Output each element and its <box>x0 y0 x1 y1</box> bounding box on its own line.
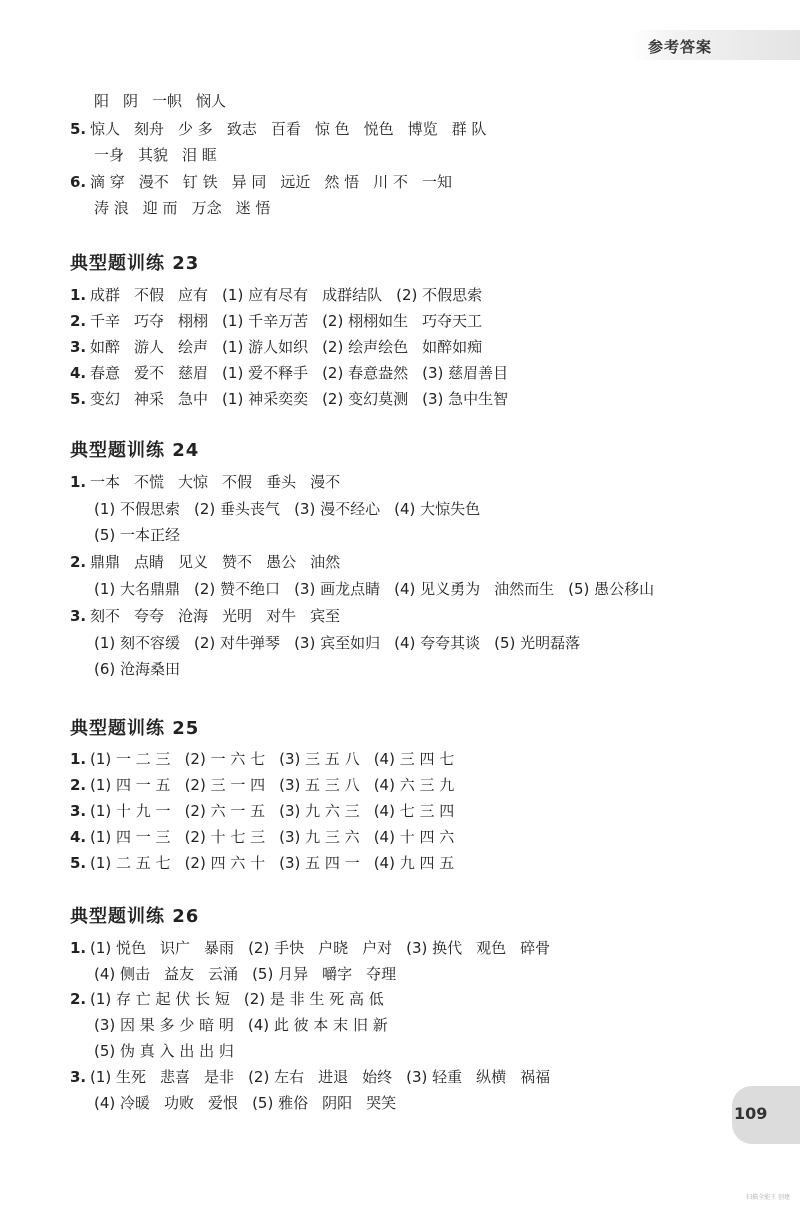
answer-item: (1) 千辛万苦 <box>222 312 309 330</box>
answer-item: 成群结队 <box>322 286 383 304</box>
answer-item: (2) 对牛弹琴 <box>194 634 281 652</box>
answer-item: 漫不 <box>310 473 341 491</box>
answer-line <box>70 282 496 308</box>
answer-item: 光明 <box>222 607 253 625</box>
answer-item: 巧夺 <box>134 312 165 330</box>
answer-item: 不慌 <box>134 473 165 491</box>
question-number: 3. <box>70 338 87 356</box>
answer-item: (1) 悦色 <box>90 939 147 957</box>
answer-item: 致志 <box>226 120 257 138</box>
answer-item: (2) 垂头丧气 <box>194 500 281 518</box>
answer-item: 益友 <box>164 965 195 983</box>
answer-item: 不假 <box>134 286 165 304</box>
page-number: 109 <box>734 1104 768 1123</box>
answer-line <box>94 630 594 656</box>
answer-item: 一身 <box>94 146 125 164</box>
answer-item: (3) 因 果 多 少 暗 明 <box>94 1016 234 1034</box>
answer-line <box>70 850 468 876</box>
question-number: 3. <box>70 1068 87 1086</box>
answer-item: (1) 应有尽有 <box>222 286 309 304</box>
answer-line <box>70 603 354 629</box>
answer-item: (3) 画龙点睛 <box>294 580 381 598</box>
answer-item: 夸夸 <box>134 607 165 625</box>
answer-item: 功败 <box>164 1094 195 1112</box>
answer-item: (3) 急中生智 <box>422 390 509 408</box>
answer-item: 嚼字 <box>322 965 353 983</box>
answer-item: 如醉 <box>90 338 121 356</box>
answer-line <box>94 88 240 114</box>
answer-item: 涛 浪 <box>94 199 129 217</box>
answer-item: (2) 六 一 五 <box>184 802 266 820</box>
answer-line <box>70 798 468 824</box>
answer-item: (2) 一 六 七 <box>184 750 266 768</box>
answer-item: 千辛 <box>90 312 121 330</box>
answer-item: (1) 四 一 五 <box>90 776 171 794</box>
answer-item: (1) 不假思索 <box>94 500 181 518</box>
answer-item: (2) 左右 <box>248 1068 305 1086</box>
answer-line <box>70 360 522 386</box>
answer-item: 祸福 <box>520 1068 551 1086</box>
answer-line <box>70 746 468 772</box>
answer-item: 川 不 <box>373 173 408 191</box>
answer-item: (5) 月异 <box>252 965 309 983</box>
answer-item: 碎骨 <box>520 939 551 957</box>
answer-item: 宾至 <box>310 607 341 625</box>
answer-item: 识广 <box>160 939 191 957</box>
answer-item: (3) 九 六 三 <box>279 802 360 820</box>
answer-item: (2) 不假思索 <box>396 286 483 304</box>
section-title: 典型题训练 23 <box>70 253 200 274</box>
answer-item: 不假 <box>222 473 253 491</box>
answer-item: 应有 <box>178 286 209 304</box>
answer-item: 油然 <box>310 553 341 571</box>
answer-item: (3) 五 四 一 <box>279 854 360 872</box>
answer-item: 阴 <box>123 92 139 110</box>
answer-item: 云涌 <box>208 965 239 983</box>
question-number: 2. <box>70 312 87 330</box>
answer-item: 大惊 <box>178 473 209 491</box>
answer-item: 博览 <box>407 120 438 138</box>
answer-item: 爱恨 <box>208 1094 239 1112</box>
answer-item: (5) 雅俗 <box>252 1094 309 1112</box>
answer-item: 户对 <box>362 939 393 957</box>
answer-item: 始终 <box>362 1068 393 1086</box>
answer-item: (4) 此 彼 本 末 旧 新 <box>247 1016 388 1034</box>
answer-item: (2) 四 六 十 <box>184 854 266 872</box>
answer-line <box>70 935 564 961</box>
answer-item: (4) 七 三 四 <box>373 802 455 820</box>
answer-item: 少 多 <box>178 120 213 138</box>
answer-item: (4) 三 四 七 <box>373 750 455 768</box>
answer-item: 愚公 <box>266 553 297 571</box>
answer-item: (2) 十 七 三 <box>184 828 266 846</box>
answer-line <box>94 142 231 168</box>
answer-line <box>94 522 194 548</box>
question-number: 5. <box>70 390 87 408</box>
answer-item: 异 同 <box>231 173 267 191</box>
answer-item: 哭笑 <box>366 1094 397 1112</box>
answer-item: 绘声 <box>178 338 209 356</box>
answer-item: (1) 十 九 一 <box>90 802 171 820</box>
answer-item: (5) 一本正经 <box>94 526 181 544</box>
answer-item: 赞不 <box>222 553 253 571</box>
answer-item: (3) 漫不经心 <box>294 500 381 518</box>
answer-item: (1) 大名鼎鼎 <box>94 580 181 598</box>
answer-item: 鼎鼎 <box>90 553 121 571</box>
question-number: 1. <box>70 286 87 304</box>
answer-item: (4) 九 四 五 <box>373 854 455 872</box>
answer-item: 慈眉 <box>178 364 209 382</box>
answer-item: (1) 神采奕奕 <box>222 390 309 408</box>
answer-item: 爱不 <box>134 364 165 382</box>
answer-item: (3) 九 三 六 <box>279 828 360 846</box>
answer-item: (3) 五 三 八 <box>279 776 360 794</box>
answer-item: (2) 变幻莫测 <box>322 390 409 408</box>
answer-line <box>70 772 468 798</box>
question-number: 3. <box>70 802 87 820</box>
answer-item: 悲喜 <box>160 1068 191 1086</box>
answer-line <box>94 961 410 987</box>
answer-item: 刻不 <box>90 607 121 625</box>
answer-item: 户晓 <box>318 939 349 957</box>
answer-line <box>94 1090 410 1116</box>
answer-item: (2) 春意盎然 <box>322 364 409 382</box>
answer-item: 阴阳 <box>322 1094 353 1112</box>
answer-item: (2) 是 非 生 死 高 低 <box>243 990 384 1008</box>
answer-line <box>70 334 496 360</box>
answer-item: 是非 <box>204 1068 235 1086</box>
section-title: 典型题训练 26 <box>70 906 200 927</box>
answer-item: (1) 四 一 三 <box>90 828 171 846</box>
answer-line <box>70 824 468 850</box>
answer-item: (2) 三 一 四 <box>184 776 266 794</box>
answer-item: (4) 六 三 九 <box>373 776 455 794</box>
answer-item: 刻舟 <box>134 120 165 138</box>
answer-item: (2) 手快 <box>248 939 305 957</box>
answer-item: (2) 绘声绘色 <box>322 338 409 356</box>
answer-item: 漫不 <box>138 173 169 191</box>
answer-item: 油然而生 <box>494 580 555 598</box>
answer-item: (3) 宾至如归 <box>294 634 381 652</box>
answer-item: 一帜 <box>152 92 183 110</box>
answer-item: (3) 轻重 <box>406 1068 463 1086</box>
answer-item: 然 悟 <box>324 173 360 191</box>
answer-item: (2) 栩栩如生 <box>322 312 409 330</box>
answer-item: (5) 伪 真 入 出 出 归 <box>94 1042 234 1060</box>
answer-item: (1) 一 二 三 <box>90 750 171 768</box>
answer-line <box>94 496 494 522</box>
section-title: 典型题训练 25 <box>70 718 200 739</box>
answer-line <box>70 386 522 412</box>
question-number: 6. <box>70 173 87 191</box>
answer-item: 泪 眶 <box>182 146 217 164</box>
answer-item: (4) 侧击 <box>94 965 151 983</box>
question-number: 4. <box>70 828 87 846</box>
answer-item: (3) 换代 <box>406 939 463 957</box>
answer-item: (4) 冷暖 <box>94 1094 151 1112</box>
answer-line <box>70 169 466 195</box>
answer-item: 点睛 <box>134 553 165 571</box>
question-number: 4. <box>70 364 87 382</box>
answer-item: 游人 <box>134 338 165 356</box>
answer-item: 见义 <box>178 553 209 571</box>
answer-item: 悦色 <box>363 120 394 138</box>
answer-item: (4) 见义勇为 <box>394 580 481 598</box>
question-number: 5. <box>70 854 87 872</box>
answer-item: (1) 爱不释手 <box>222 364 309 382</box>
answer-line <box>70 469 354 495</box>
answer-item: (2) 赞不绝口 <box>194 580 281 598</box>
answer-line <box>94 195 284 221</box>
answer-item: 一本 <box>90 473 121 491</box>
question-number: 1. <box>70 473 87 491</box>
answer-item: (1) 生死 <box>90 1068 147 1086</box>
header-label: 参考答案 <box>648 38 713 56</box>
answer-item: (4) 夸夸其谈 <box>394 634 481 652</box>
answer-item: (4) 十 四 六 <box>373 828 455 846</box>
answer-item: 春意 <box>90 364 121 382</box>
answer-item: (1) 存 亡 起 伏 长 短 <box>90 990 230 1008</box>
answer-item: 对牛 <box>266 607 297 625</box>
answer-item: 巧夺天工 <box>422 312 483 330</box>
question-number: 1. <box>70 939 87 957</box>
answer-item: (5) 愚公移山 <box>568 580 655 598</box>
question-number: 1. <box>70 750 87 768</box>
answer-item: 神采 <box>134 390 165 408</box>
answer-line <box>70 986 398 1012</box>
question-number: 3. <box>70 607 87 625</box>
answer-item: (3) 三 五 八 <box>279 750 360 768</box>
answer-item: 群 队 <box>451 120 487 138</box>
answer-item: 惊 色 <box>314 120 350 138</box>
answer-line <box>94 576 668 602</box>
answer-item: 阳 <box>94 92 110 110</box>
answer-item: 远近 <box>280 173 311 191</box>
question-number: 2. <box>70 553 87 571</box>
answer-item: (5) 光明磊落 <box>494 634 581 652</box>
answer-item: 迷 悟 <box>235 199 271 217</box>
answer-item: (6) 沧海桑田 <box>94 660 181 678</box>
answer-item: 滴 穿 <box>90 173 125 191</box>
answer-item: 急中 <box>178 390 209 408</box>
answer-item: 夺理 <box>366 965 397 983</box>
answer-item: 一知 <box>421 173 452 191</box>
answer-item: 其貌 <box>138 146 169 164</box>
section-title: 典型题训练 24 <box>70 440 200 461</box>
answer-line <box>70 116 500 142</box>
answer-item: 栩栩 <box>178 312 209 330</box>
answer-line <box>70 1064 564 1090</box>
answer-item: 百看 <box>270 120 301 138</box>
answer-line <box>94 1012 402 1038</box>
question-number: 2. <box>70 776 87 794</box>
answer-item: 悯人 <box>196 92 227 110</box>
answer-line <box>70 549 354 575</box>
answer-line <box>94 656 194 682</box>
answer-item: (1) 刻不容缓 <box>94 634 181 652</box>
answer-item: 进退 <box>318 1068 349 1086</box>
answer-item: (3) 慈眉善目 <box>422 364 509 382</box>
question-number: 5. <box>70 120 87 138</box>
answer-item: 暴雨 <box>204 939 235 957</box>
answer-item: (1) 二 五 七 <box>90 854 171 872</box>
answer-item: 迎 而 <box>142 199 178 217</box>
answer-item: 沧海 <box>178 607 209 625</box>
answer-item: 变幻 <box>90 390 121 408</box>
answer-item: 纵横 <box>476 1068 507 1086</box>
answer-item: 观色 <box>476 939 507 957</box>
answer-item: (4) 大惊失色 <box>394 500 481 518</box>
question-number: 2. <box>70 990 87 1008</box>
answer-line <box>94 1038 248 1064</box>
answer-item: 钉 铁 <box>182 173 218 191</box>
footer-watermark-text: 扫描全能王 创建 <box>746 1194 790 1201</box>
answer-item: 惊人 <box>90 120 121 138</box>
answer-item: 垂头 <box>266 473 297 491</box>
answer-line <box>70 308 496 334</box>
answer-item: 万念 <box>191 199 222 217</box>
answer-item: 成群 <box>90 286 121 304</box>
answer-item: 如醉如痴 <box>422 338 483 356</box>
answer-item: (1) 游人如织 <box>222 338 309 356</box>
